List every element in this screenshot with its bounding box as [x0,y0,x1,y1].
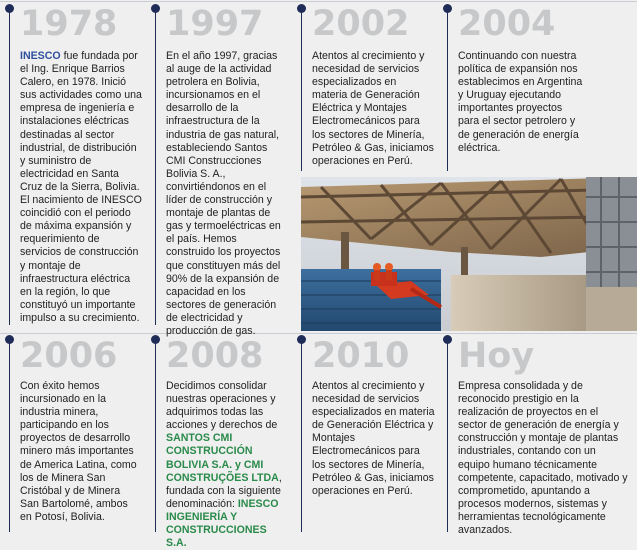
entry-text-2006 [20,380,138,524]
new-company-name: INESCO INGENIERÍA Y CONSTRUCCIONES S.A. [166,497,279,550]
entry-text-1978 [20,50,142,325]
construction-photo-illustration [301,177,637,331]
year-heading-hoy: Hoy [458,336,535,376]
entry-text-hoy [458,380,628,537]
year-heading-2002: 2002 [312,4,410,44]
entry-text-hoy-p1: Empresa consolidada y de reconocido prestigio en la realización de proyectos en el sector de generación de energía y construcción y montaje de plantas industriales, contando con un equipo humano técnicamente competente, capacitado, motivado y comprometido, apuntando a procesos modernos, sistemas y herramientas tecnológicamente avanzados. [458,380,628,537]
timeline-line-2008 [155,340,156,532]
entry-text-1997 [166,50,288,338]
year-heading-2010: 2010 [312,336,410,376]
timeline-line-2006 [9,340,10,532]
entry-text-2010 [312,380,436,498]
year-heading-2004: 2004 [458,4,556,44]
timeline-line-1997 [155,6,156,325]
timeline-line-2004 [447,6,448,171]
entry-text-1978-p1: fue fundada por el Ing. Enrique Barrios Calero, en 1978. Inició sus actividades como una empresa de ingeniería e instalaciones eléctricas destinadas al sector industrial, de distribución y suministro de electricidad en Santa Cruz de la Sierra, Bolivia. [20,50,142,193]
construction-photo [301,177,637,331]
entry-text-2004-p1: Continuando con nuestra política de expansión nos establecimos en Argentina y Uruguay ejecutando importantes proyectos para el sector petrolero y de generación de energía eléctrica. [458,50,583,154]
timeline-dot-2002 [297,4,306,13]
entry-text-2010-p1: Atentos al crecimiento y necesidad de servicios especializados en materia de Generación Eléctrica y Montajes Electromecánicos para los sectores de Minería, Petróleo & Gas, iniciamos operaciones en Perú. [312,380,435,497]
timeline-line-2002 [301,6,302,171]
company-name-inesco: INESCO [20,50,61,62]
top-rule [0,1,637,2]
timeline-dot-1997 [151,4,160,13]
timeline-dot-2010 [297,335,306,344]
timeline-line-hoy [447,340,448,532]
timeline-dot-2004 [443,4,452,13]
entry-text-2008-p1: Decidimos consolidar nuestras operaciones y adquirimos todas las acciones y derechos de [166,380,278,432]
timeline-line-2010 [301,340,302,532]
timeline-dot-1978 [5,4,14,13]
year-heading-1978: 1978 [20,4,118,44]
entry-text-2004 [458,50,586,155]
timeline-line-1978 [9,6,10,325]
entry-text-1997-p1: En el año 1997, gracias al auge de la actividad petrolera en Bolivia, incursionamos en el desarrollo de la infraestructura de la industria de gas natural, estableciendo Santos CMI Construcciones Bolivia S. A., convirtiéndonos en el líder de construcción y montaje de plantas de gas y termoeléctricas en el país. Hemos construido los proyectos que constituyen más del 90% de la expansión de capacidad en los sectores de generación de electricidad y producción de gas. [166,50,281,337]
timeline-dot-hoy [443,335,452,344]
entry-text-2008-p2: , fundada con la siguiente denominación: [166,471,282,510]
middle-rule [0,333,637,334]
entry-text-2002 [312,50,434,168]
entry-text-1978-p2: El nacimiento de INESCO coincidió con el periodo de máxima expansión y requerimiento de servicios de construcción y montaje de infraestructura eléctrica en la región, lo que constituyó un importante impulso a su crecimiento. [20,194,142,324]
entry-text-2008 [166,380,290,550]
year-heading-2008: 2008 [166,336,264,376]
entry-text-2002-p1: Atentos al crecimiento y necesidad de servicios especializados en materia de Generación Eléctrica y Montajes Electromecánicos para los sectores de Minería, Petróleo & Gas, iniciamos operaciones en Perú. [312,50,434,167]
year-heading-2006: 2006 [20,336,118,376]
timeline-dot-2006 [5,335,14,344]
year-heading-1997: 1997 [166,4,264,44]
timeline-dot-2008 [151,335,160,344]
acquired-companies: SANTOS CMI CONSTRUCCIÓN BOLIVIA S.A. y CMI CONSTRUÇÕES LTDA [166,432,279,484]
entry-text-2006-p1: Con éxito hemos incursionado en la industria minera, participando en los proyectos de desarrollo minero más importantes de America Latina, como los de Minera San Cristóbal y de Minera San Bartolomé, ambos en Potosí, Bolivia. [20,380,137,523]
